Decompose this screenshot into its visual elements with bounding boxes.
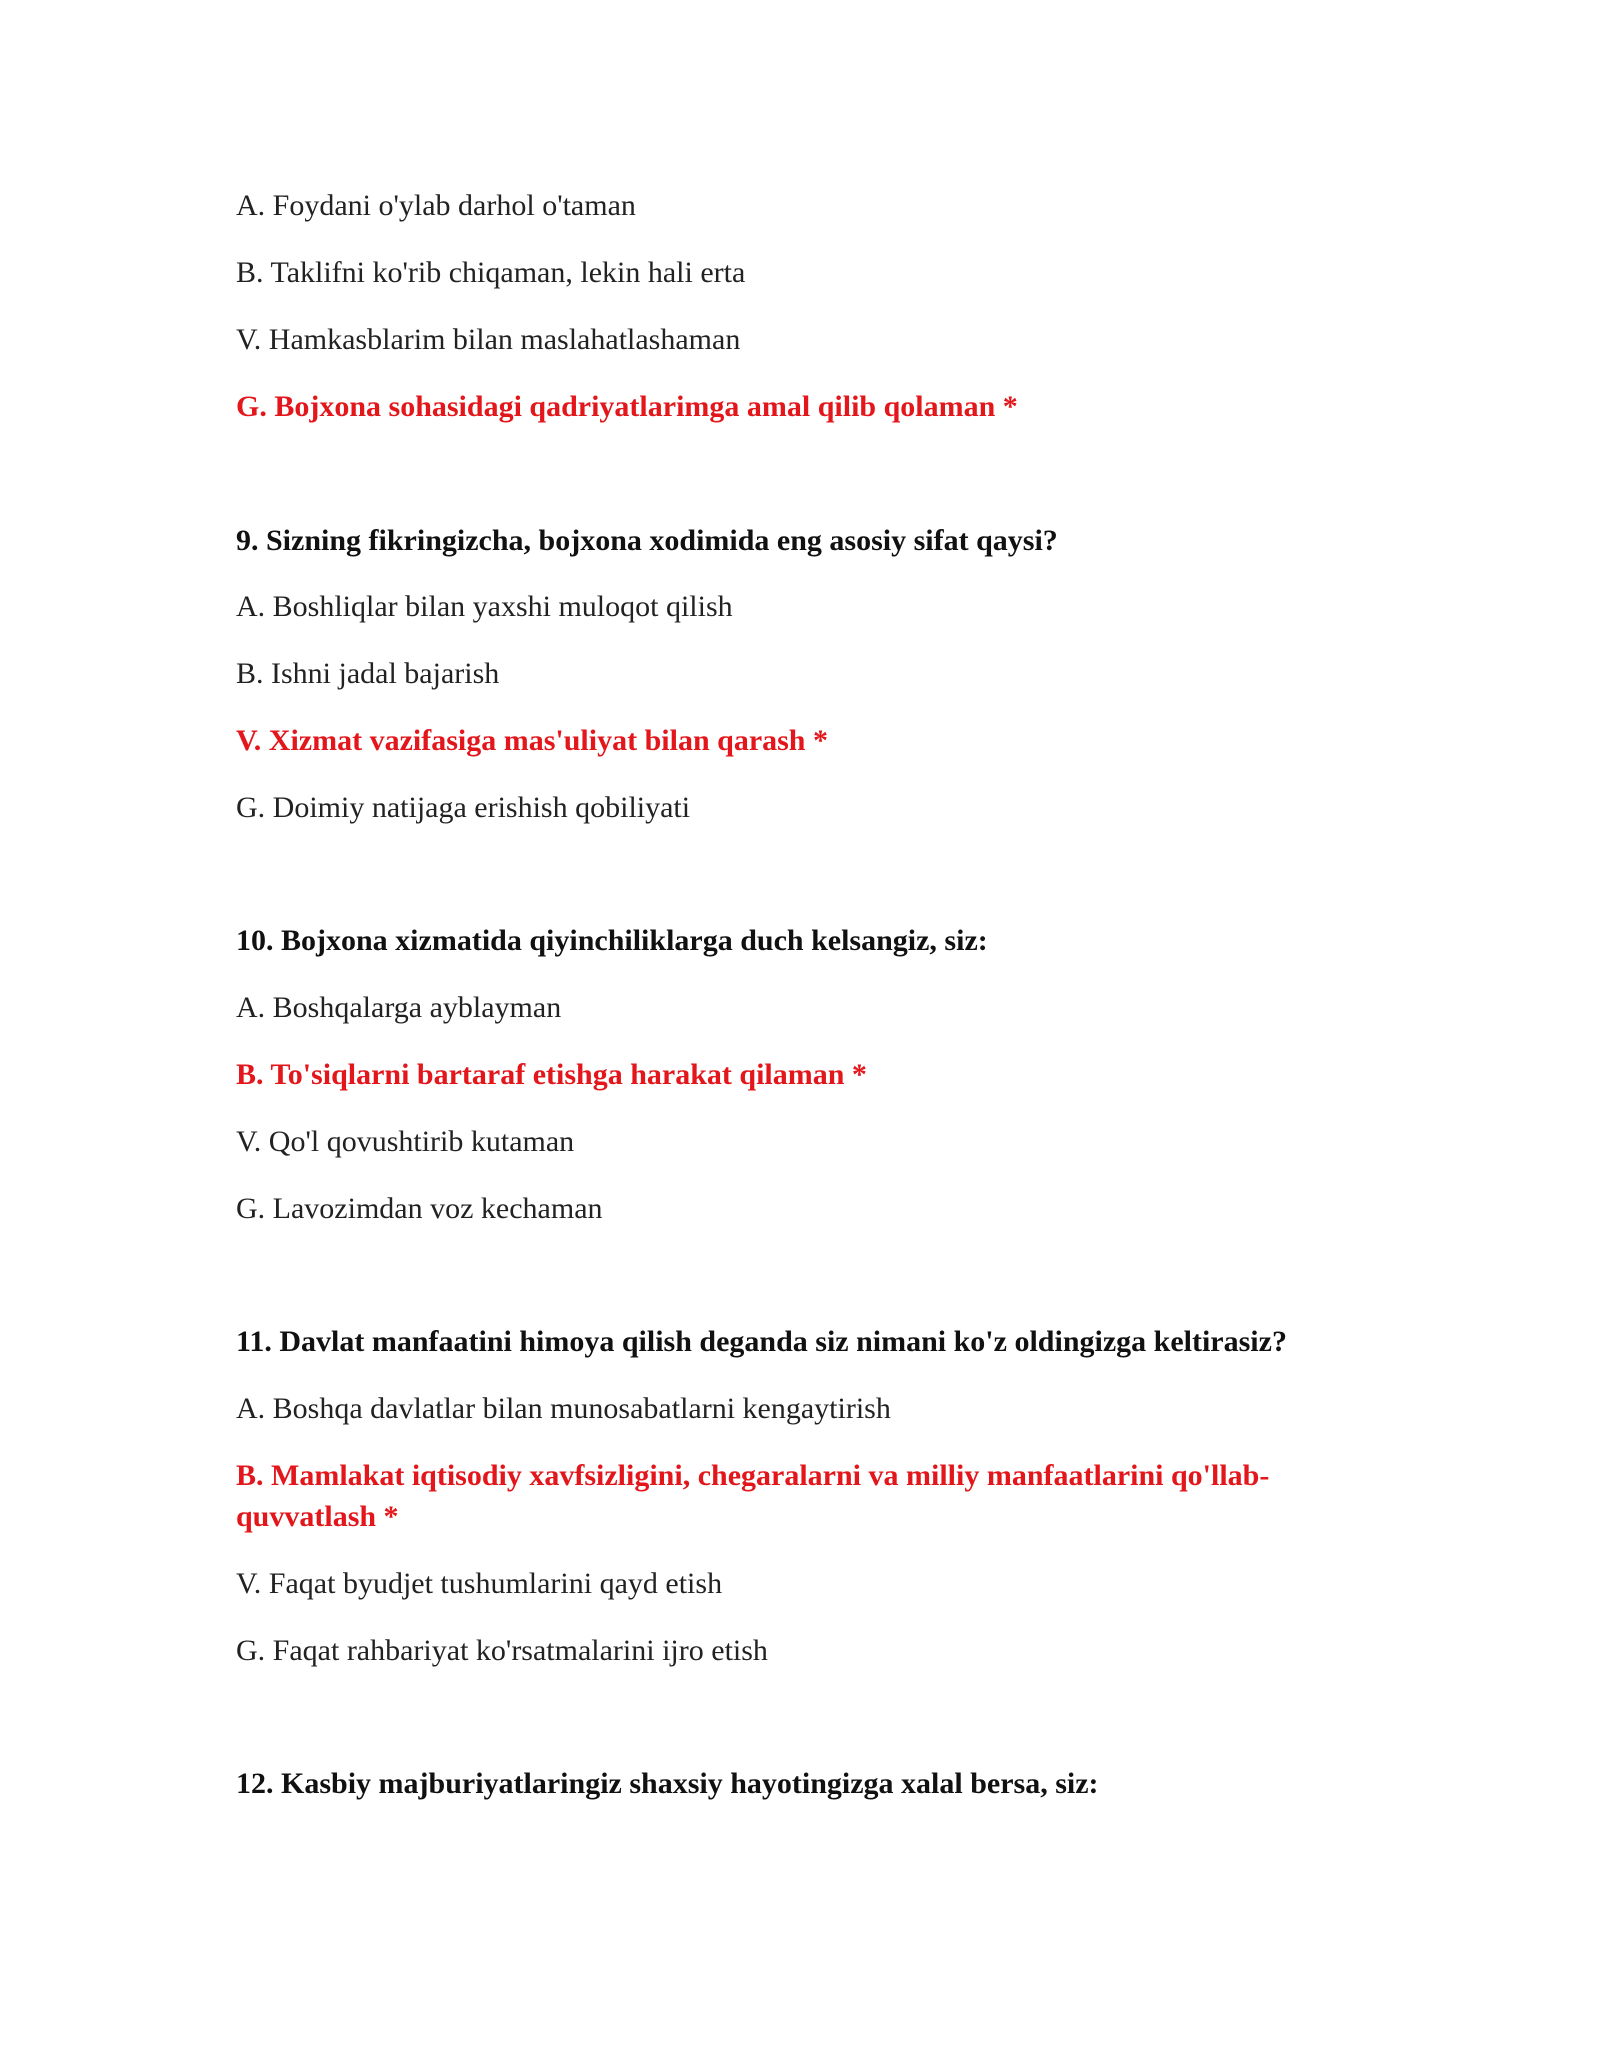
q9-option-b: B. Ishni jadal bajarish (236, 657, 500, 690)
q8-option-g-correct: G. Bojxona sohasidagi qadriyatlarimga amal qilib qolaman * (236, 390, 1018, 423)
q11-question: 11. Davlat manfaatini himoya qilish deganda siz nimani ko'z oldingizga keltirasiz? (236, 1325, 1287, 1358)
q8-option-a: A. Foydani o'ylab darhol o'taman (236, 189, 636, 222)
q10-option-b-correct: B. To'siqlarni bartaraf etishga harakat qilaman * (236, 1058, 867, 1091)
q9-question: 9. Sizning fikringizcha, bojxona xodimida eng asosiy sifat qaysi? (236, 524, 1058, 557)
q9-option-v-correct: V. Xizmat vazifasiga mas'uliyat bilan qarash * (236, 724, 828, 757)
q12-question: 12. Kasbiy majburiyatlaringiz shaxsiy hayotingizga xalal bersa, siz: (236, 1767, 1099, 1800)
q9-option-a: A. Boshliqlar bilan yaxshi muloqot qilish (236, 590, 733, 623)
q10-question: 10. Bojxona xizmatida qiyinchiliklarga duch kelsangiz, siz: (236, 924, 988, 957)
q11-option-v: V. Faqat byudjet tushumlarini qayd etish (236, 1567, 723, 1600)
q9-option-g: G. Doimiy natijaga erishish qobiliyati (236, 791, 691, 824)
q11-option-b-correct: B. Mamlakat iqtisodiy xavfsizligini, chegaralarni va milliy manfaatlarini qo'llab-quvvatlash * (236, 1459, 1270, 1533)
q10-option-a: A. Boshqalarga ayblayman (236, 991, 562, 1024)
q11-option-a: A. Boshqa davlatlar bilan munosabatlarni kengaytirish (236, 1392, 891, 1425)
q10-option-v: V. Qo'l qovushtirib kutaman (236, 1125, 575, 1158)
q8-option-v: V. Hamkasblarim bilan maslahatlashaman (236, 323, 741, 356)
q10-option-g: G. Lavozimdan voz kechaman (236, 1192, 603, 1225)
q11-option-g: G. Faqat rahbariyat ko'rsatmalarini ijro etish (236, 1634, 768, 1667)
q8-option-b: B. Taklifni ko'rib chiqaman, lekin hali erta (236, 256, 746, 289)
